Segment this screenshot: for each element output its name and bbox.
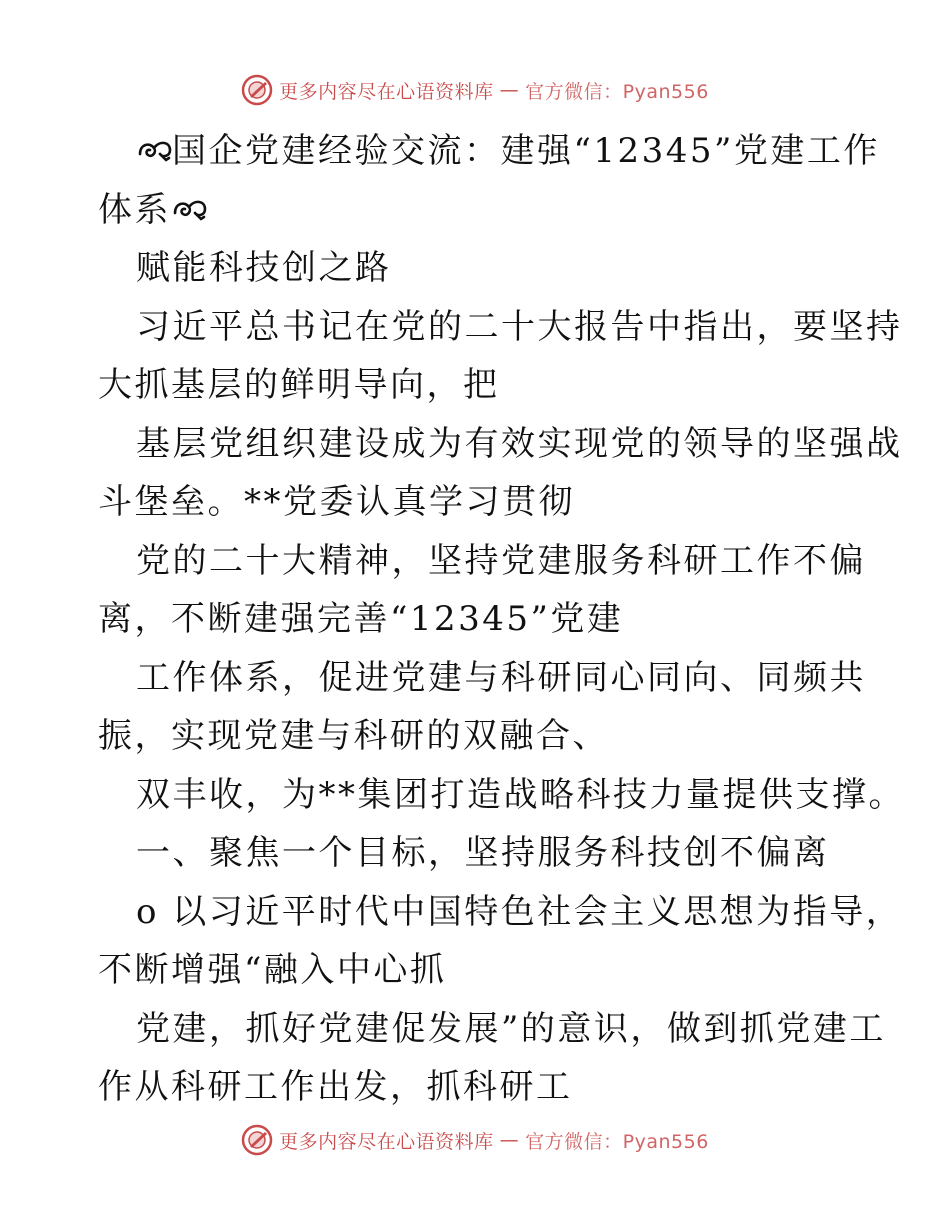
footer-watermark	[0, 1124, 950, 1156]
watermark-logo-icon	[241, 74, 273, 106]
section-heading-line: 一、聚焦一个目标，坚持服务科技创不偏离	[136, 833, 830, 873]
paragraph-line: 斗堡垒。**党委认真学习贯彻	[98, 482, 575, 522]
watermark-separator: —	[499, 79, 520, 101]
paragraph-line: 工作体系，促进党建与科研同心同向、同频共	[136, 657, 866, 698]
document-title-text-end: 体系	[98, 189, 171, 230]
ornament-icon	[171, 195, 207, 223]
paragraph-line: 双丰收，为**集团打造战略科技力量提供支撑。	[136, 774, 905, 815]
paragraph-line: 离，不断建强完善“12345”党建	[98, 599, 624, 639]
paragraph-line: 赋能科技创之路	[136, 248, 392, 288]
paragraph-line: 不断增强“融入中心抓	[98, 950, 447, 990]
watermark-contact-text: 官方微信：Pyan556	[525, 1130, 709, 1153]
document-title-text: 国企党建经验交流：建强“12345”党建工作	[172, 131, 880, 171]
watermark-contact-text: 官方微信：Pyan556	[525, 80, 709, 103]
header-watermark	[0, 74, 950, 106]
watermark-main-text: 更多内容尽在心语资料库	[279, 1130, 494, 1153]
document-title-line-1	[98, 122, 880, 181]
watermark-logo-icon	[241, 1124, 273, 1156]
paragraph-line: 大抓基层的鲜明导向，把	[98, 365, 500, 405]
document-body	[98, 122, 905, 1117]
paragraph-line: 基层党组织建设成为有效实现党的领导的坚强战	[136, 423, 903, 464]
watermark-separator: —	[499, 1129, 520, 1151]
ornament-icon	[136, 136, 172, 164]
watermark-main-text: 更多内容尽在心语资料库	[279, 80, 494, 103]
paragraph-line: 党建，抓好党建促发展”的意识，做到抓党建工	[136, 1008, 886, 1049]
document-title-line-2	[98, 181, 858, 240]
paragraph-line: 作从科研工作出发，抓科研工	[98, 1067, 573, 1107]
paragraph-line: 党的二十大精神，坚持党建服务科研工作不偏	[136, 540, 866, 581]
paragraph-line: o 以习近平时代中国特色社会主义思想为指导，	[136, 891, 903, 932]
paragraph-line: 习近平总书记在党的二十大报告中指出，要坚持	[136, 306, 903, 347]
paragraph-line: 振，实现党建与科研的双融合、	[98, 716, 609, 756]
